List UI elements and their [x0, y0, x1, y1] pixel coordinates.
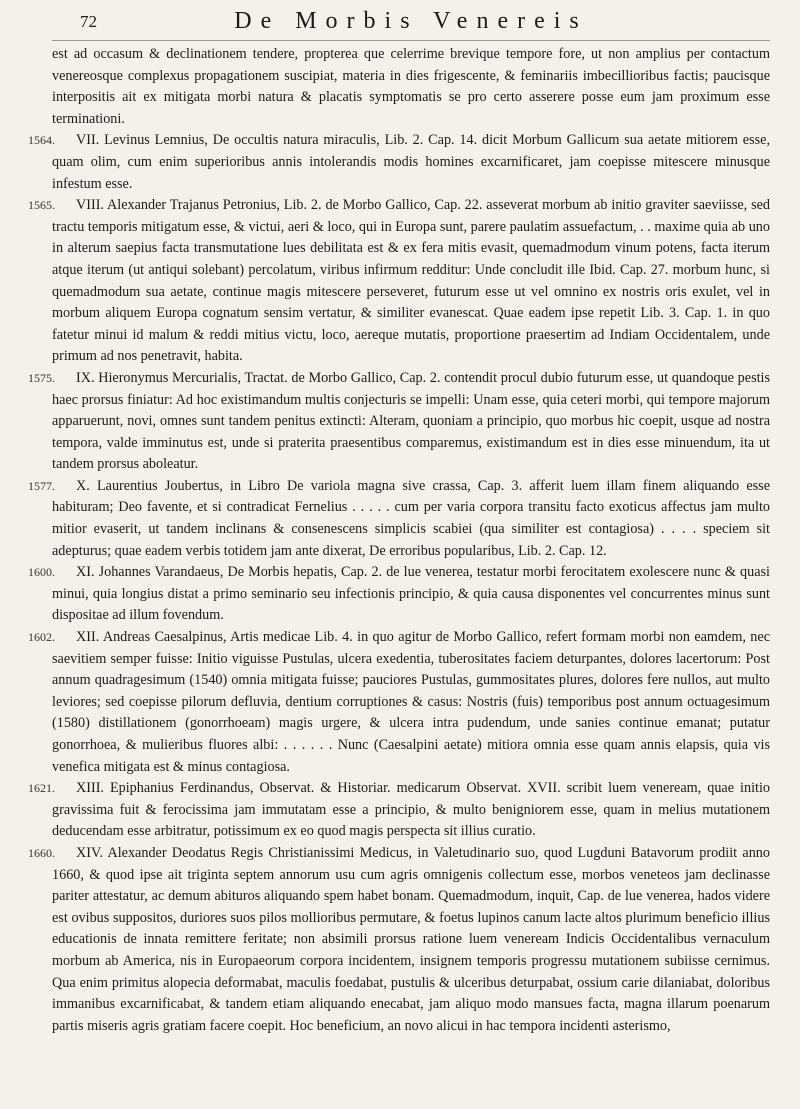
page-header: [52, 6, 770, 41]
paragraph-xiii: [28, 778, 770, 843]
margin-year: 1600.: [28, 565, 55, 580]
paragraph-ix: [28, 368, 770, 476]
margin-year: 1621.: [28, 781, 55, 796]
margin-year: 1565.: [28, 198, 55, 213]
margin-year: 1660.: [28, 845, 55, 860]
paragraph-xiv: [28, 843, 770, 1037]
margin-year: 1577.: [28, 478, 55, 493]
paragraph-text: XI. Johannes Varandaeus, De Morbis hepatis, Cap. 2. de lue venerea, testatur morbi ferocitatem exolescere nunc & quasi minui, quia longius distat a primo seminario seu infectionis principio, & quia causa disponentes vel concurrentes minus sunt dispositae ad illum fovendum.: [52, 564, 770, 624]
page-number: 72: [80, 12, 97, 31]
paragraph-text: XIV. Alexander Deodatus Regis Christianissimi Medicus, in Valetudinario suo, quod Lugduni Batavorum prodiit anno 1660, & quod ipse ait triginta septem annorum usu cum agris omnigenis collectum esse, morbos veneteos jam declinasse pariter attestatur, ac demum abituros aliquando spem habet bonam. Quemadmodum, inquit, Cap. de lue venerea, hados videre est ovibus suppositos, duriores suos pilos mollioribus permutare, & foetus lupinos canum lacte altos plurimum beneficio illius educationis de innata remittere feritate; non absimili prorsus ratione luem veneream Indicis Occidentalibus vernaculum morbum ab America, nis in Europaeorum corpora incidentem, insignem temporis progressu mutationem subiisse cernimus. Qua enim primitus alopecia deformabat, maculis foedabat, pustulis & ulceribus deturpabat, ossium carie dilaniabat, doloribus immanibus excarnificabat, & tandem etiam aliquando enecabat, jam aliquo modo mansues facta, magna illarum poenarum partis miseris agris gratiam facere coepit. Hoc beneficium, an novo alicui in hac tempora incidenti asterismo,: [52, 844, 770, 1034]
paragraph-xi: [28, 562, 770, 627]
paragraph-text: XIII. Epiphanius Ferdinandus, Observat. & Historiar. medicarum Observat. XVII. scribit luem veneream, quae initio gravissima fuit & ferocissima jam immutatam esse a principio, & multo benigniorem esse, quam in melius mutationem deducendam esse arbitratur, potissimum ex eo quod magis perspecta sit illius curatio.: [52, 780, 770, 840]
paragraph-continuation: [52, 44, 770, 130]
paragraph-vii: [28, 130, 770, 195]
paragraph-text: VIII. Alexander Trajanus Petronius, Lib. 2. de Morbo Gallico, Cap. 22. asseverat morbum ab initio graviter saeviisse, sed tractu temporis mitigatum esse, & victui, aeri & loco, qui in Europa sunt, parere paulatim assuefactum, . . maxime quia ab uno in alterum saepius facta transmutatione lues debilitata est & ex fera mitis evasit, quemadmodum vinum potens, facta iterum atque iterum (ut antiqui solebant) percolatum, viribus infirmum redditur: Unde concludit ille Ibid. Cap. 27. morbum hunc, si quemadmodum sua aetate, continue magis mitescere perseveret, futurum esse ut vel omnino ex nostris oris exulet, vel in morbum aliquem Europa cognatum sensim vertatur, & similiter evanescat. Quae eadem ipse repetit Lib. 3. Cap. 1. in quo fatetur minui id malum & reddi mitius victu, loco, aereque mutatis, proportione praesertim ad Indiam Occidentalem, unde primum ad nos penetravit, habita.: [52, 197, 770, 365]
paragraph-text: IX. Hieronymus Mercurialis, Tractat. de Morbo Gallico, Cap. 2. contendit procul dubio futurum esse, ut quandoque pestis haec prorsus finiatur: Ad hoc existimandum multis conjecturis se impelli: Unam esse, quia ceteri morbi, qui tempore majorum apparuerunt, novi, omnes sunt tandem penitus extincti: Alteram, quoniam a principio, quo morbus hic coepit, usque ad nostra tempora, valde imminutus est, unde si praterita praesentibus comparemus, existimandum est in dies esse minuendum, ita ut tandem prorsus aboleatur.: [52, 369, 770, 473]
paragraph-text: est ad occasum & declinationem tendere, propterea que celerrime brevique tempore fore, ut non amplius per contactum venereosque complexus propagationem suscipiat, materia in dies frigescente, & feminariis imbecillioribus factis; paucisque interpositis ait ex mitigata morbi natura & placatis symptomatis se pro certo asserere posse eum jam proximum esse terminationi.: [52, 46, 770, 127]
paragraph-viii: [28, 195, 770, 368]
margin-year: 1575.: [28, 370, 55, 385]
paragraph-text: XII. Andreas Caesalpinus, Artis medicae Lib. 4. in quo agitur de Morbo Gallico, refert formam morbi non eamdem, nec saevitiem semper fuisse: Initio viguisse Pustulas, ulcera exedentia, tuberositates faciem deturpantes, dolores lacertorum: Post annum quadragesimum (1540) omnia mitigata fuisse; pauciores Pustulas, gummositates plures, dolores fere nullos, aut multo leviores; sed coepisse pilorum defluvia, dentium corruptiones & casus: Nostris (fuis) temporibus post annum octuagesimum (1580) distillationem (gonorrhoeam) magis urgere, & ulcera intra pudendum, unde sanies continue emanat; putatur gonorrhoea, & mulieribus fluores albi: . . . . . . Nunc (Caesalpini aetate) mitiora omnia esse quam annis elapsis, quia vis venefica mitigata est & minus contagiosa.: [52, 629, 770, 775]
page-body: [28, 44, 770, 1037]
margin-year: 1564.: [28, 133, 55, 148]
paragraph-xii: [28, 627, 770, 778]
paragraph-text: X. Laurentius Joubertus, in Libro De variola magna sive crassa, Cap. 3. afferit luem illam finem aliquando esse habituram; Deo favente, et si contradicat Fernelius . . . . . cum per varia corpora transitu facto exoticus affectus jam multo mitior evaserit, ut tandem inclinans & consenescens simplicis scabiei (qua similiter est contagiosa) . . . . speciem sit adepturus; quae eadem verbis totidem jam ante dixerat, De erroribus popularibus, Lib. 2. Cap. 12.: [52, 477, 770, 559]
paragraph-x: [28, 476, 770, 562]
running-head: De Morbis Venereis: [234, 8, 588, 34]
margin-year: 1602.: [28, 630, 55, 645]
paragraph-text: VII. Levinus Lemnius, De occultis natura miraculis, Lib. 2. Cap. 14. dicit Morbum Gallicum sua aetate mitiorem esse, quam olim, cum enim superioribus annis intolerandis modis homines excarnificaret, jam coepisse mitescere minusque infestum esse.: [52, 132, 770, 192]
